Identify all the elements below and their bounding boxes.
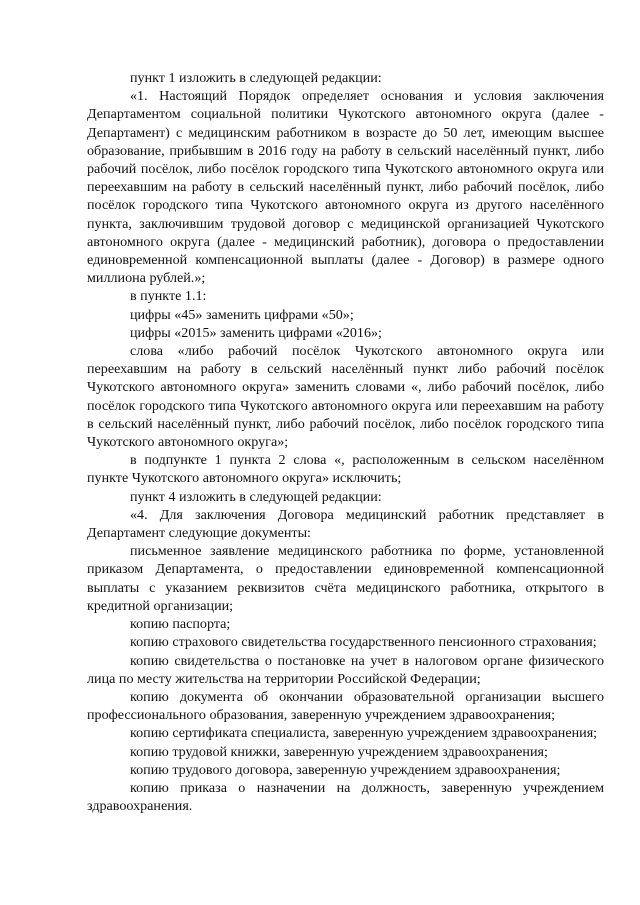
paragraph: копию трудового договора, заверенную учреждением здравоохранения;: [130, 761, 561, 778]
paragraph: пункт 1 изложить в следующей редакции:: [130, 70, 382, 86]
paragraph: цифры «2015» заменить цифрами «2016»;: [130, 324, 382, 341]
paragraph: в пункте 1.1:: [130, 288, 207, 305]
paragraph: цифры «45» заменить цифрами «50»;: [130, 306, 354, 323]
paragraph: пункт 4 изложить в следующей редакции:: [130, 488, 382, 505]
paragraph: копию документа об окончании образовательной организации высшего профессионального образования, заверенную учреждением здравоохранения;: [87, 688, 604, 724]
paragraph: копию трудовой книжки, заверенную учреждением здравоохранения;: [130, 743, 548, 760]
document-body: [87, 69, 604, 815]
paragraph: слова «либо рабочий посёлок Чукотского автономного округа или переехавшим на работу в сельский населённый пункт либо рабочий посёлок Чукотского автономного округа» заменить словами «, либо рабочий посёлок, либо посёлок городского типа Чукотского автономного округа или переехавшим на работу в сельский населённый пункт, либо рабочий посёлок, либо посёлок городского типа Чукотского автономного округа»;: [87, 343, 604, 451]
paragraph: копию свидетельства о постановке на учет в налоговом органе физического лица по месту жительства на территории Российской Федерации;: [87, 652, 604, 687]
paragraph: копию приказа о назначении на должность, заверенную учреждением здравоохранения.: [87, 779, 604, 815]
paragraph: копию паспорта;: [130, 616, 231, 633]
paragraph: письменное заявление медицинского работника по форме, установленной приказом Департамента, о предоставлении единовременной компенсационной выплаты с указанием реквизитов счёта медицинского работника, открытого в кредитной организации;: [87, 543, 604, 614]
paragraph: в подпункте 1 пункта 2 слова «, расположенным в сельском населённом пункте Чукотского автономного округа» исключить;: [87, 452, 604, 487]
paragraph: «1. Настоящий Порядок определяет основания и условия заключения Департаментом социальной политики Чукотского автономного округа (далее - Департамент) с медицинским работником в возрасте до 50 лет, имеющим высшее образование, прибывшим в 2016 году на работу в сельский населённый пункт, либо рабочий посёлок, либо посёлок городского типа Чукотского автономного округа или переехавшим на работу в сельский населённый пункт, либо рабочий посёлок, либо посёлок городского типа Чукотского автономного округа из другого населённого пункта, заключившим трудовой договор с медицинской организацией Чукотского автономного округа (далее - медицинский работник), договора о предоставлении единовременной компенсационной выплаты (далее - Договор) в размере одного миллиона рублей.»;: [87, 88, 604, 287]
paragraph: копию сертификата специалиста, заверенную учреждением здравоохранения;: [130, 725, 598, 742]
paragraph: копию страхового свидетельства государственного пенсионного страхования;: [130, 634, 597, 651]
paragraph: «4. Для заключения Договора медицинский работник представляет в Департамент следующие документы:: [87, 506, 604, 542]
